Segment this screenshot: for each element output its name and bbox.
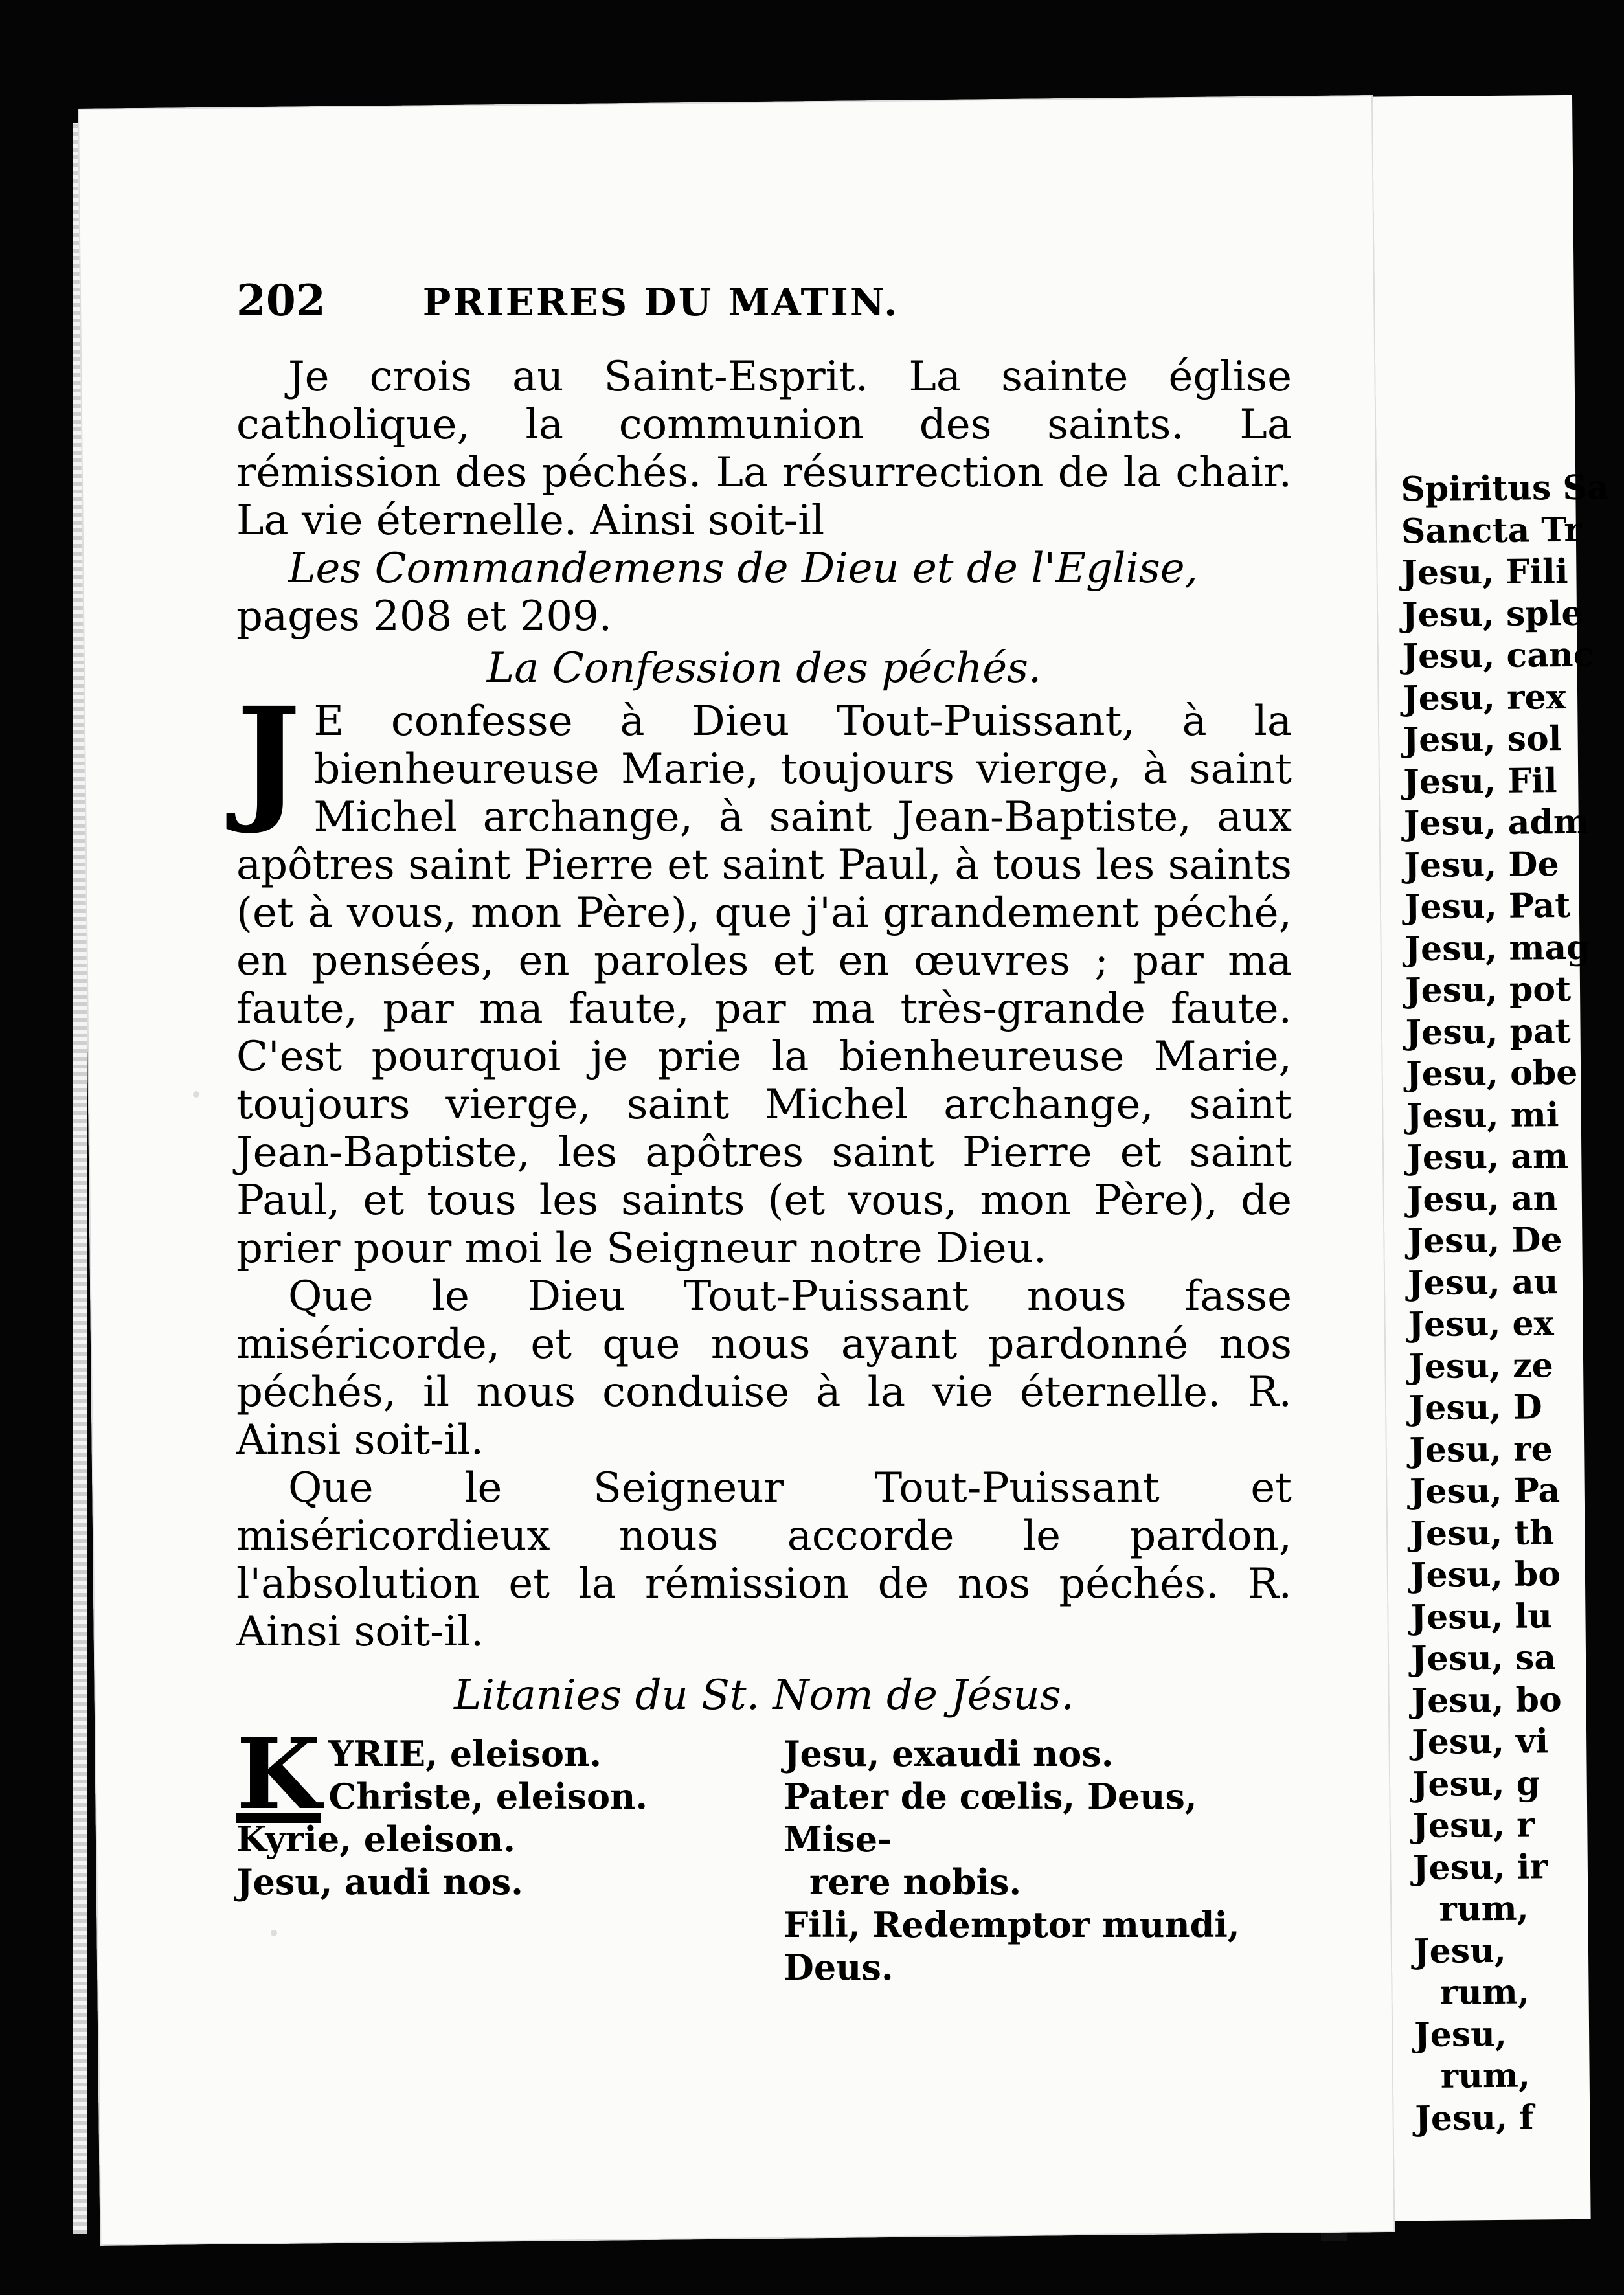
confession-text: E confesse à Dieu Tout-Puissant, à la bienheureuse Marie, toujours vierge, à saint Michel archange, à saint Jean-Baptiste, aux apôtres saint Pierre et saint Paul, à tous les saints (et à vous, mon Père), que j'ai grandement péché, en pensées, en paroles et en œuvres ; par ma faute, par ma faute, par ma très-grande faute. C'est pourquoi je prie la bienheureuse Marie, toujours vierge, saint Michel archange, saint Jean-Baptiste, les apôtres saint Pierre et saint Paul, et tous les saints (et vous, mon Père), de prier pour moi le Seigneur notre Dieu. [236, 697, 1292, 1272]
right-page-line: Jesu, sple [1401, 593, 1583, 635]
right-page-line: Jesu, mi [1406, 1094, 1559, 1136]
page-header [236, 275, 1292, 353]
pages-reference: pages 208 et 209. [236, 593, 613, 640]
right-page-line: Jesu, bo [1411, 1679, 1562, 1721]
right-page-line: Jesu, sol [1403, 719, 1562, 760]
right-page-line: rum, [1439, 1972, 1530, 2013]
right-page-line: Jesu, De [1407, 1220, 1562, 1261]
right-page-line: Jesu, pat [1405, 1011, 1571, 1052]
right-page-line: Jesu, r [1412, 1805, 1535, 1846]
litany-line: Pater de cœlis, Deus, Mise- [784, 1776, 1197, 1860]
litanies-left-column [236, 1717, 745, 1989]
right-page-line: Jesu, vi [1411, 1721, 1549, 1763]
right-page-line: Jesu, bo [1410, 1554, 1561, 1596]
right-page-line: Jesu, De [1404, 844, 1559, 885]
litany-line: YRIE, eleison. [328, 1733, 602, 1774]
right-page-line: Sancta Tr [1401, 510, 1582, 551]
speck [193, 1091, 199, 1098]
section-title: La Confession des péchés. [486, 644, 1042, 692]
litany-line: Christe, eleison. [328, 1776, 648, 1817]
litany-line: rere nobis. [809, 1861, 1022, 1903]
right-page-line: Jesu, rex [1402, 677, 1566, 718]
right-page-line: Jesu, sa [1410, 1638, 1557, 1679]
right-page-line: Jesu, mag [1404, 927, 1590, 969]
right-page-line: Jesu, am [1406, 1136, 1569, 1178]
litany-line: Jesu, exaudi nos. [784, 1733, 1114, 1774]
right-page-line: Jesu, ze [1408, 1345, 1553, 1386]
right-page-line: rum, [1439, 1888, 1529, 1929]
right-page-line: Spiritus Sa [1401, 468, 1609, 510]
right-page-line: Jesu, re [1408, 1429, 1553, 1470]
commandments-reference: Les Commandemens de Dieu et de l'Eglise, [288, 545, 1198, 593]
right-page-line: Jesu, Pat [1404, 885, 1571, 927]
right-page-line: Jesu, ex [1408, 1304, 1554, 1345]
right-page-line: Jesu, Fil [1403, 760, 1557, 802]
left-page-content [236, 275, 1292, 1989]
right-page-line: Jesu, Pa [1409, 1471, 1561, 1512]
right-page-line: Jesu, obe [1405, 1052, 1578, 1094]
right-page-line: Jesu, D [1408, 1387, 1543, 1429]
right-page-line: Jesu, canc [1402, 635, 1594, 677]
right-page-text [1401, 467, 1623, 2140]
right-page-line: Jesu, th [1410, 1512, 1555, 1554]
running-title: PRIERES DU MATIN. [422, 280, 899, 324]
right-page-line: Jesu, [1414, 2014, 1507, 2055]
right-page-line: Jesu, pot [1404, 969, 1572, 1011]
right-page-line: Jesu, an [1406, 1178, 1558, 1219]
drop-cap-j: J [236, 677, 301, 837]
litany-line: Jesu, audi nos. [236, 1861, 523, 1903]
litanies-columns [236, 1717, 1292, 1989]
litanies-title: Litanies du St. Nom de Jésus. [454, 1671, 1074, 1719]
right-page-line: Jesu, lu [1410, 1596, 1553, 1637]
right-page-line: Jesu, [1413, 1930, 1507, 1971]
drop-cap-k: K [236, 1717, 321, 1831]
confession-paragraph [236, 677, 1292, 1272]
creed-paragraph: Je crois au Saint-Esprit. La sainte église catholique, la communion des saints. La rémission des péchés. La résurrection de la chair. La vie éternelle. Ainsi soit-il [236, 353, 1292, 545]
right-page-line: Jesu, Fili [1401, 551, 1568, 593]
litany-line: Kyrie, eleison. [236, 1818, 516, 1860]
speck [271, 1930, 277, 1936]
right-page-line: Jesu, ir [1412, 1846, 1548, 1888]
page-number: 202 [236, 275, 326, 326]
right-page-line: rum, [1440, 2055, 1531, 2096]
right-page-line: Jesu, au [1407, 1261, 1559, 1303]
right-page-line: Jesu, f [1414, 2097, 1534, 2138]
litanies-right-column [784, 1732, 1292, 1989]
absolution-paragraph-1: Que le Dieu Tout-Puissant nous fasse miséricorde, et que nous ayant pardonné nos péchés, il nous conduise à la vie éternelle. R. Ainsi soit-il. [236, 1272, 1292, 1464]
right-page-line: Jesu, adm [1403, 802, 1590, 844]
right-page-line: Jesu, g [1412, 1763, 1540, 1804]
absolution-paragraph-2: Que le Seigneur Tout-Puissant et miséricordieux nous accorde le pardon, l'absolution et la rémission de nos péchés. R. Ainsi soit-il. [236, 1464, 1292, 1656]
litany-line: Fili, Redemptor mundi, Deus. [784, 1904, 1240, 1988]
